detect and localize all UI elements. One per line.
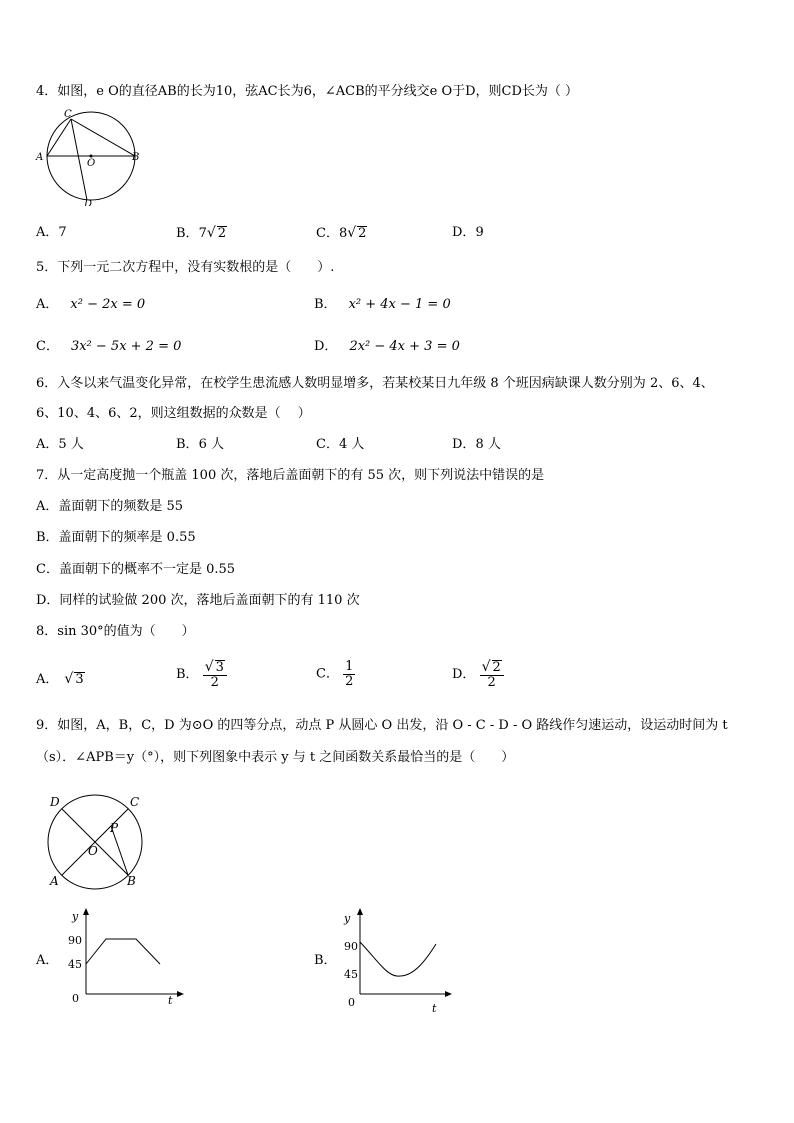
q7-option-b[interactable]: B．盖面朝下的频率是 0.55 bbox=[36, 530, 196, 545]
q9-graph-b-tick-90: 90 bbox=[344, 940, 358, 953]
q6-stem-line2: 6、10、4、6、2，则这组数据的众数是（ ） bbox=[36, 406, 311, 421]
q5-option-b[interactable]: B． x² + 4x − 1 = 0 bbox=[314, 297, 451, 312]
q4-label-d: D bbox=[84, 199, 93, 206]
q9-circle-figure bbox=[42, 792, 162, 892]
q6-option-b[interactable]: B．6 人 bbox=[176, 437, 224, 452]
q7-option-a[interactable]: A．盖面朝下的频数是 55 bbox=[36, 499, 184, 514]
q4-label-o: O bbox=[87, 158, 96, 169]
q9-graph-a-y-label: y bbox=[72, 910, 79, 923]
q8-option-b[interactable]: B． $\frac{√ 3}{2}$ bbox=[176, 660, 227, 690]
q6-option-a[interactable]: A．5 人 bbox=[36, 437, 84, 452]
q9-graph-b-y-label: y bbox=[344, 912, 351, 925]
q9-label-c: C bbox=[130, 795, 140, 809]
q9-option-b-label[interactable]: B． bbox=[314, 953, 337, 968]
q5-option-a[interactable]: A． x² − 2x = 0 bbox=[36, 297, 146, 312]
q9-graph-a-tick-45: 45 bbox=[68, 958, 82, 971]
q9-label-d: D bbox=[50, 795, 60, 809]
q4-label-a: A bbox=[36, 152, 44, 163]
q5-option-d[interactable]: D． 2x² − 4x + 3 = 0 bbox=[314, 339, 460, 354]
q6-option-c[interactable]: C．4 人 bbox=[316, 437, 365, 452]
q9-graph-b[interactable] bbox=[338, 906, 478, 1016]
q8-stem: 8．sin 30°的值为（ ） bbox=[36, 624, 195, 639]
q9-label-o: O bbox=[88, 844, 98, 858]
q4-label-c: C bbox=[64, 109, 72, 120]
q7-option-d[interactable]: D．同样的试验做 200 次，落地后盖面朝下的有 110 次 bbox=[36, 593, 360, 608]
q6-option-d[interactable]: D．8 人 bbox=[452, 437, 501, 452]
q9-graph-b-origin: 0 bbox=[348, 996, 355, 1009]
q9-graph-b-tick-45: 45 bbox=[344, 968, 358, 981]
q4-option-a[interactable]: A．7 bbox=[36, 225, 67, 240]
q9-stem-line2: （s）．∠APB＝y（°），则下列图象中表示 y 与 t 之间函数关系最恰当的是（ ） bbox=[36, 750, 515, 765]
q4-circle-figure bbox=[34, 106, 144, 206]
q9-graph-a-origin: 0 bbox=[72, 992, 79, 1005]
q6-stem-line1: 6．入冬以来气温变化异常，在校学生患流感人数明显增多，若某校某日九年级 8 个班因病缺课人数分别为 2、6、4、 bbox=[36, 376, 714, 391]
q8-option-c[interactable]: C． $\frac{1}{2}$ bbox=[316, 659, 354, 689]
q9-graph-a-t-label: t bbox=[168, 994, 173, 1006]
q9-graph-a[interactable] bbox=[62, 906, 202, 1006]
q4-stem: 4．如图，e O的直径AB的长为10，弦AC长为6，∠ACB的平分线交e O于D，则CD长为（ ） bbox=[36, 84, 579, 99]
q5-option-c[interactable]: C． 3x² − 5x + 2 = 0 bbox=[36, 339, 182, 354]
q4-option-b[interactable]: B．7√ 2 bbox=[176, 225, 227, 241]
q9-graph-a-tick-90: 90 bbox=[68, 934, 82, 947]
q9-label-p: P bbox=[110, 821, 119, 835]
q9-stem-line1: 9．如图，A，B，C，D 为⊙O 的四等分点，动点 P 从圆心 O 出发，沿 O - C - D - O 路线作匀速运动，设运动时间为 t bbox=[36, 718, 728, 733]
q8-option-d[interactable]: D． $\frac{√ 2}{2}$ bbox=[452, 660, 504, 690]
q4-option-c[interactable]: C．8√ 2 bbox=[316, 225, 367, 241]
q9-option-a-label[interactable]: A． bbox=[36, 953, 59, 968]
q7-stem: 7．从一定高度抛一个瓶盖 100 次，落地后盖面朝下的有 55 次，则下列说法中错误的是 bbox=[36, 468, 545, 483]
q8-option-a[interactable]: A． √ 3 bbox=[36, 671, 84, 687]
q4-label-b: B bbox=[132, 152, 140, 163]
q4-option-d[interactable]: D．9 bbox=[452, 225, 484, 240]
q9-label-a: A bbox=[50, 874, 59, 888]
q5-stem: 5．下列一元二次方程中，没有实数根的是（ ）. bbox=[36, 260, 335, 275]
q7-option-c[interactable]: C．盖面朝下的概率不一定是 0.55 bbox=[36, 562, 236, 577]
q9-graph-b-t-label: t bbox=[432, 1002, 437, 1015]
q9-label-b: B bbox=[127, 874, 136, 888]
